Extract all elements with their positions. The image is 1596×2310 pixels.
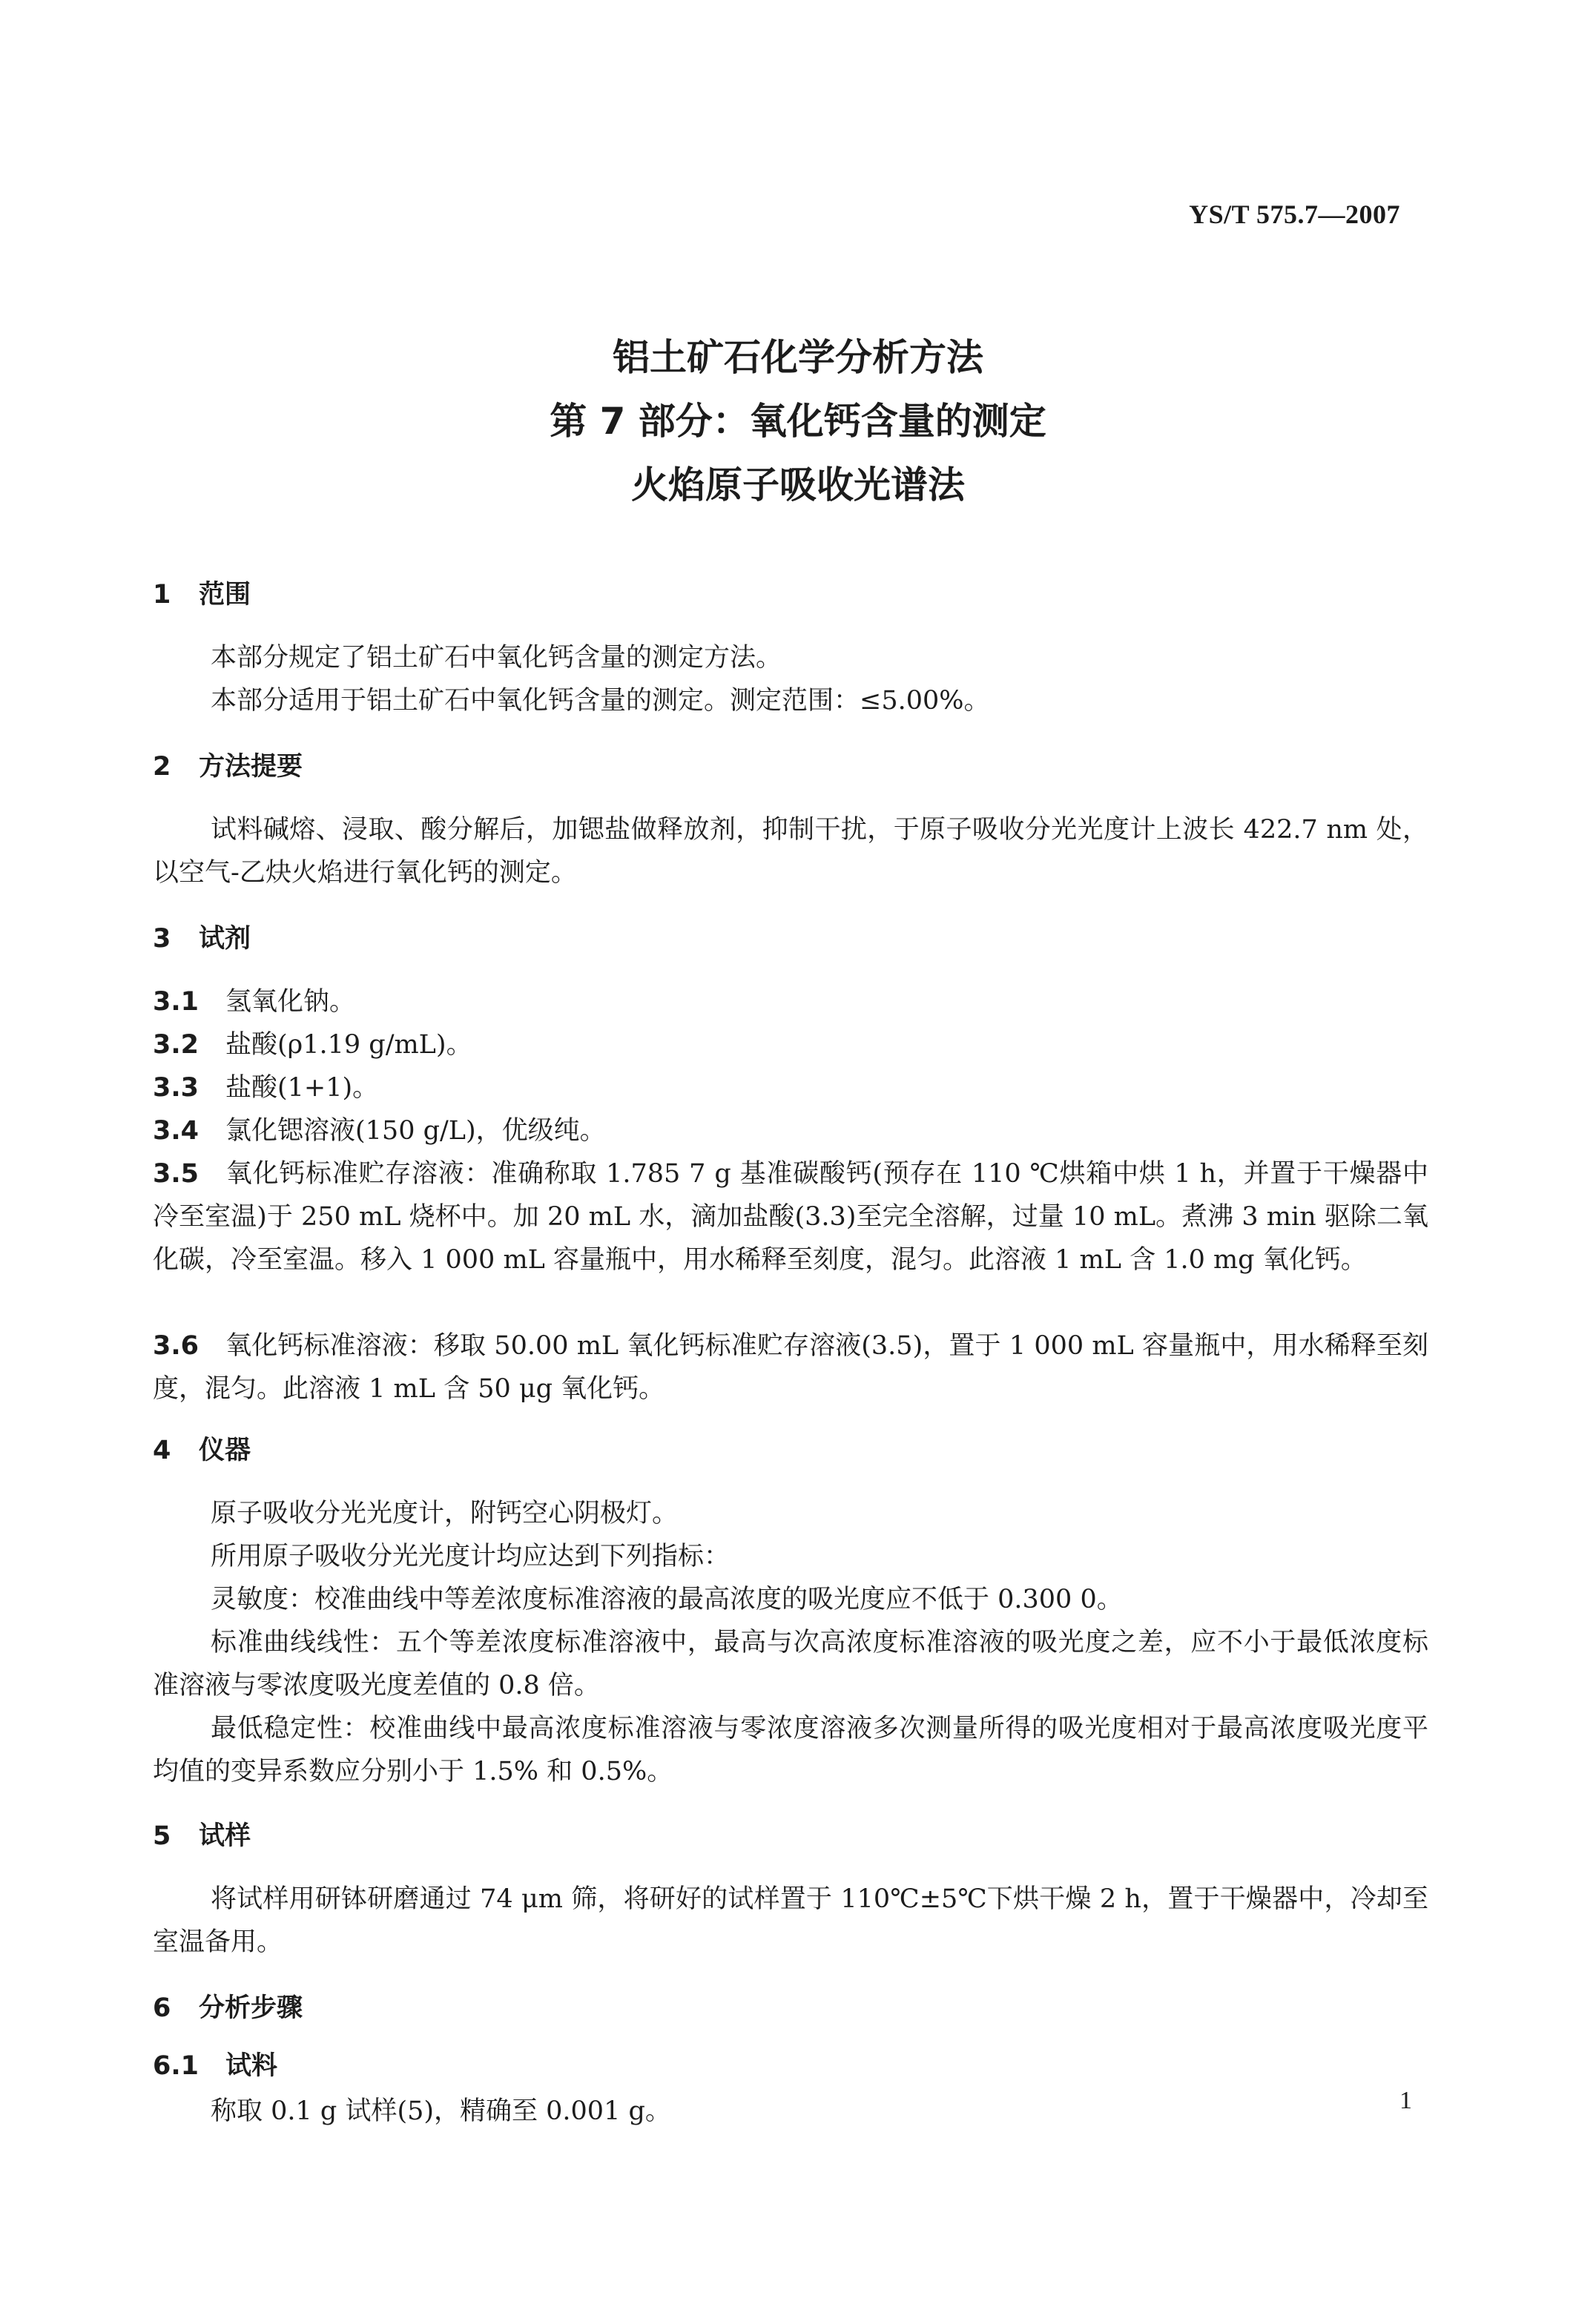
item-number: 3.5 [153,1159,200,1189]
reagent-item [153,1324,1428,1410]
section-4-heading [153,1434,251,1467]
item-number: 3.4 [153,1116,200,1146]
section-6-heading [153,1992,303,2024]
section-4-paragraph-4: 标准曲线线性：五个等差浓度标准溶液中，最高与次高浓度标准溶液的吸光度之差，应不小于最低浓度标准溶液与零浓度吸光度差值的 0.8 倍。 [153,1628,1428,1700]
section-4-paragraph-5: 最低稳定性：校准曲线中最高浓度标准溶液与零浓度溶液多次测量所得的吸光度相对于最高浓度吸光度平均值的变异系数应分别小于 1.5% 和 0.5%。 [153,1714,1428,1786]
section-title: 分析步骤 [199,1993,303,2023]
section-number: 6 [153,1993,171,2023]
subsection-6-1-heading [153,2050,277,2082]
item-text: 氯化锶溶液(150 g/L)，优级纯。 [225,1116,606,1146]
section-4-paragraph-2: 所用原子吸收分光光度计均应达到下列指标： [211,1542,731,1571]
section-title: 试样 [199,1821,251,1851]
subsection-6-1-paragraph: 称取 0.1 g 试样(5)，精确至 0.001 g。 [211,2096,671,2126]
section-5-paragraph: 将试样用研钵研磨通过 74 μm 筛，将研好的试样置于 110℃±5℃下烘干燥 2 h，置于干燥器中，冷却至室温备用。 [153,1884,1428,1957]
title-line-2: 第 7 部分：氧化钙含量的测定 [550,400,1046,443]
reagent-item [153,1152,1428,1281]
item-text: 盐酸(1+1)。 [225,1073,379,1103]
section-1-heading [153,578,251,611]
item-text: 氧化钙标准溶液：移取 50.00 mL 氧化钙标准贮存溶液(3.5)，置于 1 000 mL 容量瓶中，用水稀释至刻度，混匀。此溶液 1 mL 含 50 μg 氧化钙。 [153,1331,1428,1404]
reagent-item [153,1023,1428,1066]
section-1-paragraph-2: 本部分适用于铝土矿石中氧化钙含量的测定。测定范围：≤5.00%。 [211,686,990,716]
item-number: 3.6 [153,1331,200,1361]
section-number: 5 [153,1821,171,1851]
section-4-paragraph-3: 灵敏度：校准曲线中等差浓度标准溶液的最高浓度的吸光度应不低于 0.300 0。 [211,1585,1123,1614]
section-number: 3 [153,924,171,954]
section-1-paragraph-1: 本部分规定了铝土矿石中氧化钙含量的测定方法。 [211,643,782,673]
item-number: 3.3 [153,1073,200,1103]
reagent-item [153,1109,1428,1152]
item-text: 氢氧化钠。 [225,987,356,1017]
item-text: 盐酸(ρ1.19 g/mL)。 [225,1030,472,1060]
section-5-heading [153,1820,251,1852]
title-line-3: 火焰原子吸收光谱法 [631,463,965,506]
section-title: 仪器 [199,1436,251,1465]
section-2-paragraph: 试料碱熔、浸取、酸分解后，加锶盐做释放剂，抑制干扰，于原子吸收分光光度计上波长 422.7 nm 处，以空气-乙炔火焰进行氧化钙的测定。 [153,815,1428,888]
subsection-title: 试料 [225,2051,278,2081]
standard-number: YS/T 575.7—2007 [1189,199,1400,229]
item-number: 3.1 [153,987,200,1017]
section-title: 范围 [199,580,251,610]
section-4-paragraph-1: 原子吸收分光光度计，附钙空心阴极灯。 [211,1499,679,1528]
item-number: 3.2 [153,1030,200,1060]
title-line-1: 铝土矿石化学分析方法 [613,336,983,379]
section-3-heading [153,923,251,955]
subsection-number: 6.1 [153,2051,200,2081]
section-number: 1 [153,580,171,610]
page-number: 1 [1399,2087,1412,2114]
reagent-item [153,1066,1428,1109]
section-number: 2 [153,752,171,782]
section-title: 试剂 [199,924,251,954]
section-number: 4 [153,1436,171,1465]
reagent-item [153,980,1428,1023]
section-title: 方法提要 [199,752,303,782]
section-2-heading [153,750,303,783]
item-text: 氧化钙标准贮存溶液：准确称取 1.785 7 g 基准碳酸钙(预存在 110 ℃烘箱中烘 1 h，并置于干燥器中冷至室温)于 250 mL 烧杯中。加 20 mL 水，滴加盐酸(3.3)至完全溶解，过量 10 mL。煮沸 3 min 驱除二氧化碳，冷至室温。移入 1 000 mL 容量瓶中，用水稀释至刻度，混匀。此溶液 1 mL 含 1.0 mg 氧化钙。 [153,1159,1428,1275]
